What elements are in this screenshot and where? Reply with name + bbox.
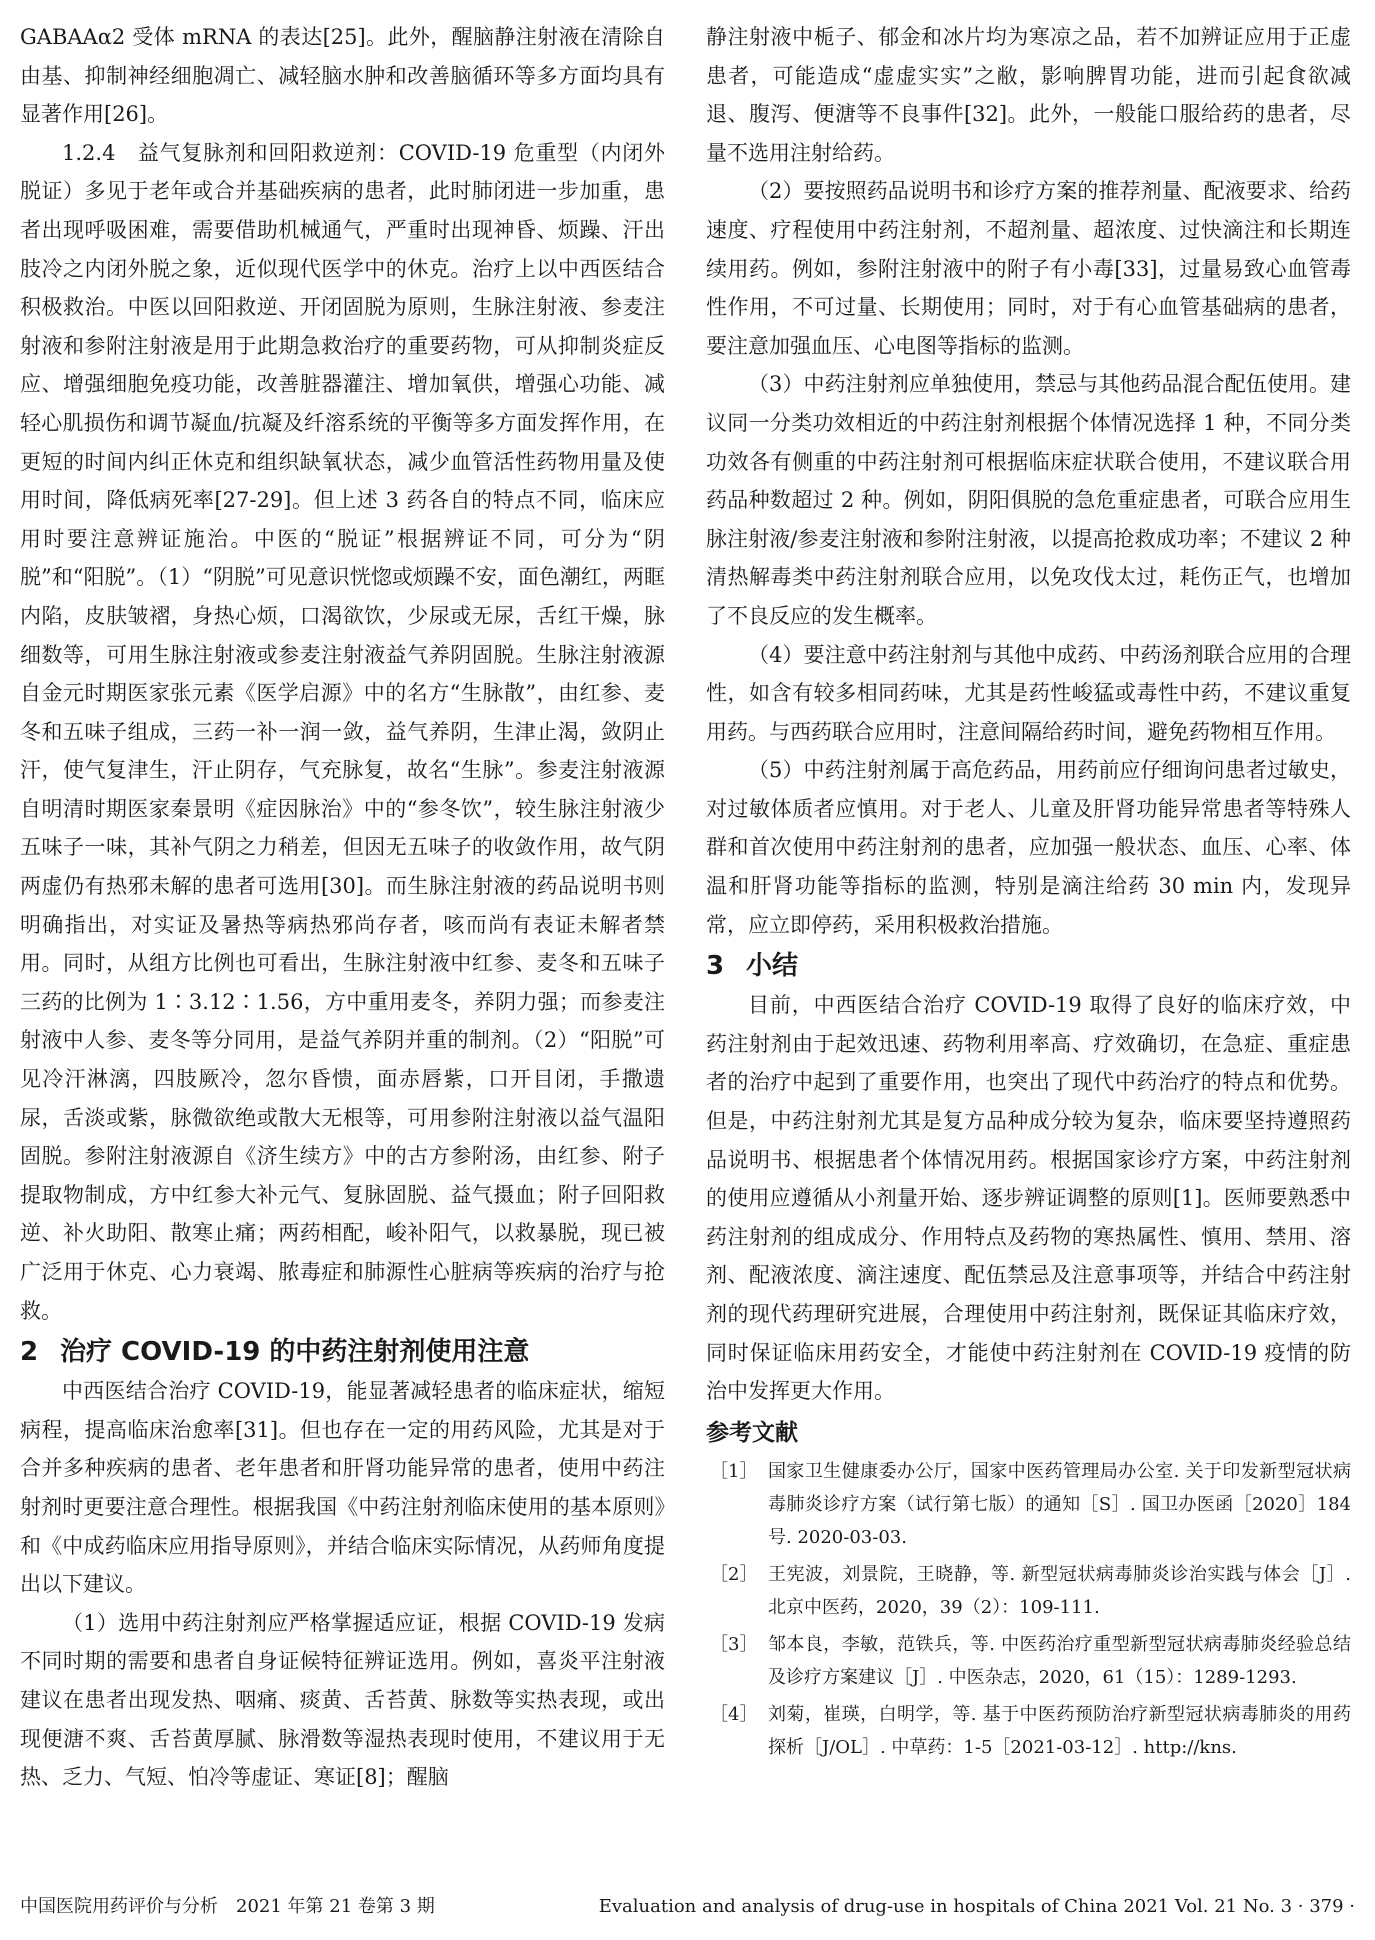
paragraph: （3）中药注射剂应单独使用，禁忌与其他药品混合配伍使用。建议同一分类功效相近的中药注射剂根据个体情况选择 1 种，不同分类功效各有侧重的中药注射剂可根据临床症状联合使用，不建议联合用药品种数超过 2 种。例如，阴阳俱脱的急危重症患者，可联合应用生脉注射液/参麦注射液和参附注射液，以提高抢救成功率；不建议 2 种清热解毒类中药注射剂联合应用，以免攻伐太过，耗伤正气，也增加了不良反应的发生概率。	[706, 372, 1351, 628]
reference-item	[706, 1455, 1351, 1554]
paragraph: 中西医结合治疗 COVID-19，能显著减轻患者的临床症状，缩短病程，提高临床治愈率[31]。但也存在一定的用药风险，尤其是对于合并多种疾病的患者、老年患者和肝肾功能异常的患者，使用中药注射剂时更要注意合理性。根据我国《中药注射剂临床使用的基本原则》和《中成药临床应用指导原则》，并结合临床实际情况，从药师角度提出以下建议。	[20, 1379, 665, 1597]
reference-number: ［1］	[710, 1460, 758, 1482]
reference-number: ［3］	[710, 1633, 758, 1655]
section-number: 3	[706, 951, 725, 982]
reference-text: 邹本良，李敏，范铁兵，等. 中医药治疗重型新型冠状病毒肺炎经验总结及诊疗方案建议［J］. 中医杂志，2020，61（15）：1289-1293.	[768, 1633, 1351, 1688]
reference-text: 王宪波，刘景院，王晓静，等. 新型冠状病毒肺炎诊治实践与体会［J］. 北京中医药，2020，39（2）：109-111.	[768, 1563, 1351, 1618]
footer-journal-en: Evaluation and analysis of drug-use in hospitals of China 2021 Vol. 21 No. 3 · 379 ·	[598, 1896, 1355, 1917]
paragraph: （2）要按照药品说明书和诊疗方案的推荐剂量、配液要求、给药速度、疗程使用中药注射剂，不超剂量、超浓度、过快滴注和长期连续用药。例如，参附注射液中的附子有小毒[33]，过量易致心血管毒性作用，不可过量、长期使用；同时，对于有心血管基础病的患者，要注意加强血压、心电图等指标的监测。	[706, 179, 1351, 358]
reference-number: ［4］	[710, 1703, 758, 1725]
reference-list	[706, 1455, 1351, 1764]
paragraph: （5）中药注射剂属于高危药品，用药前应仔细询问患者过敏史，对过敏体质者应慎用。对于老人、儿童及肝肾功能异常患者等特殊人群和首次使用中药注射剂的患者，应加强一般状态、血压、心率、体温和肝肾功能等指标的监测，特别是滴注给药 30 min 内，发现异常，应立即停药，采用积极救治措施。	[706, 758, 1351, 937]
references-heading: 参考文献	[706, 1419, 798, 1446]
section-number: 2	[20, 1337, 39, 1368]
left-column	[20, 18, 665, 1797]
reference-text: 刘菊，崔瑛，白明学，等. 基于中医药预防治疗新型冠状病毒肺炎的用药探析［J/OL］. 中草药：1-5［2021-03-12］. http://kns.	[768, 1703, 1351, 1758]
section-heading	[20, 1332, 665, 1372]
reference-item	[706, 1558, 1351, 1624]
paragraph: 目前，中西医结合治疗 COVID-19 取得了良好的临床疗效，中药注射剂由于起效迅速、药物利用率高、疗效确切，在急症、重症患者的治疗中起到了重要作用，也突出了现代中药治疗的特点和优势。但是，中药注射剂尤其是复方品种成分较为复杂，临床要坚持遵照药品说明书、根据患者个体情况用药。根据国家诊疗方案，中药注射剂的使用应遵循从小剂量开始、逐步辨证调整的原则[1]。医师要熟悉中药注射剂的组成成分、作用特点及药物的寒热属性、慎用、禁用、溶剂、配液浓度、滴注速度、配伍禁忌及注意事项等，并结合中药注射剂的现代药理研究进展，合理使用中药注射剂，既保证其临床疗效，同时保证临床用药安全，才能使中药注射剂在 COVID-19 疫情的防治中发挥更大作用。	[706, 993, 1351, 1404]
footer-journal-cn: 中国医院用药评价与分析 2021 年第 21 卷第 3 期	[20, 1896, 435, 1917]
reference-item	[706, 1698, 1351, 1764]
paragraph: GABAAα2 受体 mRNA 的表达[25]。此外，醒脑静注射液在清除自由基、抑制神经细胞凋亡、减轻脑水肿和改善脑循环等多方面均具有显著作用[26]。	[20, 25, 665, 127]
reference-number: ［2］	[710, 1563, 758, 1585]
reference-item	[706, 1628, 1351, 1694]
paragraph: 静注射液中栀子、郁金和冰片均为寒凉之品，若不加辨证应用于正虚患者，可能造成“虚虚实实”之敝，影响脾胃功能，进而引起食欲减退、腹泻、便溏等不良事件[32]。此外，一般能口服给药的患者，尽量不选用注射给药。	[706, 25, 1351, 165]
section-heading	[706, 946, 1351, 986]
section-title: 小结	[746, 951, 799, 982]
paragraph: （4）要注意中药注射剂与其他中成药、中药汤剂联合应用的合理性，如含有较多相同药味，尤其是药性峻猛或毒性中药，不建议重复用药。与西药联合应用时，注意间隔给药时间，避免药物相互作用。	[706, 642, 1351, 744]
paragraph: 1.2.4 益气复脉剂和回阳救逆剂：COVID-19 危重型（内闭外脱证）多见于老年或合并基础疾病的患者，此时肺闭进一步加重，患者出现呼吸困难，需要借助机械通气，严重时出现神昏、烦躁、汗出肢冷之内闭外脱之象，近似现代医学中的休克。治疗上以中西医结合积极救治。中医以回阳救逆、开闭固脱为原则，生脉注射液、参麦注射液和参附注射液是用于此期急救治疗的重要药物，可从抑制炎症反应、增强细胞免疫功能，改善脏器灌注、增加氧供，增强心功能、减轻心肌损伤和调节凝血/抗凝及纤溶系统的平衡等多方面发挥作用，在更短的时间内纠正休克和组织缺氧状态，减少血管活性药物用量及使用时间，降低病死率[27-29]。但上述 3 药各自的特点不同，临床应用时要注意辨证施治。中医的“脱证”根据辨证不同，可分为“阴脱”和“阳脱”。（1）“阴脱”可见意识恍惚或烦躁不安，面色潮红，两眶内陷，皮肤皱褶，身热心烦，口渴欲饮，少尿或无尿，舌红干燥，脉细数等，可用生脉注射液或参麦注射液益气养阴固脱。生脉注射液源自金元时期医家张元素《医学启源》中的名方“生脉散”，由红参、麦冬和五味子组成，三药一补一润一敛，益气养阴，生津止渴，敛阴止汗，使气复津生，汗止阴存，气充脉复，故名“生脉”。参麦注射液源自明清时期医家秦景明《症因脉治》中的“参冬饮”，较生脉注射液少五味子一味，其补气阴之力稍差，但因无五味子的收敛作用，故气阴两虚仍有热邪未解的患者可选用[30]。而生脉注射液的药品说明书则明确指出，对实证及暑热等病热邪尚存者，咳而尚有表证未解者禁用。同时，从组方比例也可看出，生脉注射液中红参、麦冬和五味子三药的比例为 1∶3.12∶1.56，方中重用麦冬，养阴力强；而参麦注射液中人参、麦冬等分同用，是益气养阴并重的制剂。（2）“阳脱”可见冷汗淋漓，四肢厥冷，忽尔昏愦，面赤唇紫，口开目闭，手撒遗尿，舌淡或紫，脉微欲绝或散大无根等，可用参附注射液以益气温阳固脱。参附注射液源自《济生续方》中的古方参附汤，由红参、附子提取物制成，方中红参大补元气、复脉固脱、益气摄血；附子回阳救逆、补火助阳、散寒止痛；两药相配，峻补阳气，以救暴脱，现已被广泛用于休克、心力衰竭、脓毒症和肺源性心脏病等疾病的治疗与抢救。	[20, 140, 665, 1323]
reference-text: 国家卫生健康委办公厅，国家中医药管理局办公室. 关于印发新型冠状病毒肺炎诊疗方案（试行第七版）的通知［S］. 国卫办医函［2020］184 号. 2020-03-03.	[768, 1460, 1351, 1548]
right-column	[706, 18, 1351, 1768]
paragraph: （1）选用中药注射剂应严格掌握适应证，根据 COVID-19 发病不同时期的需要和患者自身证候特征辨证选用。例如，喜炎平注射液建议在患者出现发热、咽痛、痰黄、舌苔黄、脉数等实热表现，或出现便溏不爽、舌苔黄厚腻、脉滑数等湿热表现时使用，不建议用于无热、乏力、气短、怕冷等虚证、寒证[8]；醒脑	[20, 1610, 665, 1790]
section-title: 治疗 COVID-19 的中药注射剂使用注意	[60, 1337, 530, 1368]
